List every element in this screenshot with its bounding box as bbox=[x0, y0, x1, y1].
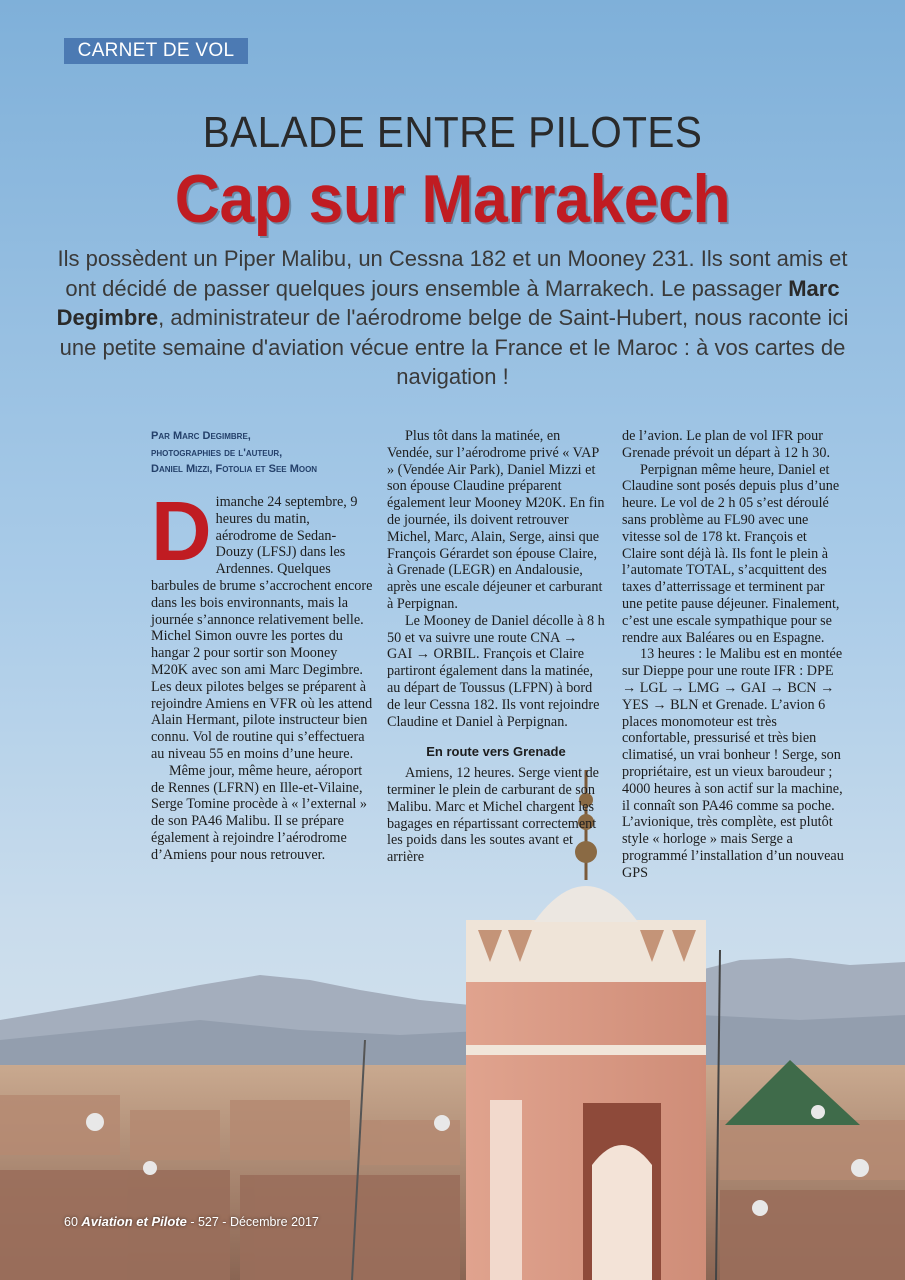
paragraph: Plus tôt dans la matinée, en Vendée, sur l’aérodrome privé « VAP » (Vendée Air Park), Daniel Mizzi et son épouse Claudine préparent également leur Mooney M20K. En fin de journée, ils doivent retrouver Michel, Marc, Alain, Serge, ainsi que François Gérardet son épouse Claire, à Grenade (LEGR) en Andalousie, après une escale déjeuner et carburant à Perpignan. bbox=[387, 428, 605, 612]
article-kicker: BALADE ENTRE PILOTES bbox=[202, 108, 703, 157]
paragraph: Le Mooney de Daniel décolle à 8 h 50 et va suivre une route CNA → GAI → ORBIL. François et Claire partiront également dans la matinée, au départ de Toussus (LFPN) à bord de leur Cessna 182. Ils vont rejoindre Claudine et Daniel à Perpignan. bbox=[387, 612, 605, 730]
article-column-2 bbox=[387, 428, 605, 866]
drop-cap: D bbox=[151, 484, 212, 578]
paragraph-continued: de l’avion. Le plan de vol IFR pour Grenade prévoit un départ à 12 h 30. bbox=[622, 428, 831, 461]
byline-line-3: Daniel Mizzi, Fotolia et See Moon bbox=[151, 463, 318, 475]
article-column-1 bbox=[151, 484, 373, 864]
article-column-3 bbox=[622, 428, 844, 882]
magazine-name: Aviation et Pilote bbox=[81, 1214, 187, 1229]
lede-part2: , administrateur de l'aérodrome belge de Saint-Hubert, nous raconte ici une petite semaine d'aviation vécue entre la France et le Maroc : à vos cartes de navigation ! bbox=[59, 305, 849, 389]
page-footer bbox=[64, 1214, 319, 1229]
issue-info: - 527 - Décembre 2017 bbox=[190, 1215, 319, 1229]
lede-part1: Ils possèdent un Piper Malibu, un Cessna 182 et un Mooney 231. Ils sont amis et ont décidé de passer quelques jours ensemble à Marrakech. Le passager bbox=[57, 246, 848, 301]
lede-author-name: Marc Degimbre bbox=[56, 275, 840, 330]
paragraph: Même jour, même heure, aéroport de Rennes (LFRN) en Ille-et-Vilaine, Serge Tomine procède à « l’external » de son PA46 Malibu. Il se prépare également à rejoindre l’aérodrome d’Amiens pour nous retrouver. bbox=[151, 762, 367, 863]
paragraph: Amiens, 12 heures. Serge vient de terminer le plein de carburant de son Malibu. Marc et Michel chargent les bagages en répartissant correctement les poids dans les soutes avant et arrière bbox=[387, 765, 599, 866]
article-title: Cap sur Marrakech bbox=[174, 161, 731, 237]
byline-line-1: Par Marc Degimbre, bbox=[151, 430, 251, 442]
paragraph: Perpignan même heure, Daniel et Claudine sont posés depuis plus d’une heure. Le vol de 2 h 05 s’est déroulé sans problème au FL90 avec une vitesse sol de 178 kt. François et Claire sont déjà là. Ils font le plein à l’automate TOTAL, s’acquittent des taxes d’atterrissage et terminent par une petite pause déjeuner. Finalement, c’est une escale sympathique pour se rendre aux Baléares ou en Espagne. bbox=[622, 461, 840, 646]
section-rubric: CARNET DE VOL bbox=[64, 38, 248, 64]
paragraph: imanche 24 septembre, 9 heures du matin, aérodrome de Sedan-Douzy (LFSJ) dans les Ardennes. Quelques barbules de brume s’accrochent encore dans les bois environnants, mais la journée s’annonce relativement belle. Michel Simon ouvre les portes du hangar 2 pour sortir son Mooney M20K avec son ami Marc Degimbre. Les deux pilotes belges se préparent à rejoindre Amiens en VFR où les attend Alain Hermant, pilote instructeur bien connu. Vol de routine qui s’effectuera au niveau 55 en moins d’une heure. bbox=[151, 494, 373, 762]
byline-line-2: photographies de l'auteur, bbox=[151, 446, 283, 459]
paragraph: 13 heures : le Malibu est en montée sur Dieppe pour une route IFR : DPE → LGL → LMG → GAI → BCN → YES → BLN et Grenade. L’avion 6 places monomoteur est très confortable, pressurisé et très bien climatisé, un vrai bonheur ! Serge, son propriétaire, est un vieux baroudeur ; 4000 heures à son actif sur la machine, il connaît son PA46 comme sa poche. L’avionique, très complète, est plutôt style « horloge » mais Serge a programmé l’installation d’un nouveau GPS bbox=[622, 646, 844, 881]
article-lede bbox=[50, 244, 855, 392]
page-number: 60 bbox=[64, 1215, 78, 1229]
subheading: En route vers Grenade bbox=[426, 744, 566, 760]
byline bbox=[151, 428, 361, 478]
